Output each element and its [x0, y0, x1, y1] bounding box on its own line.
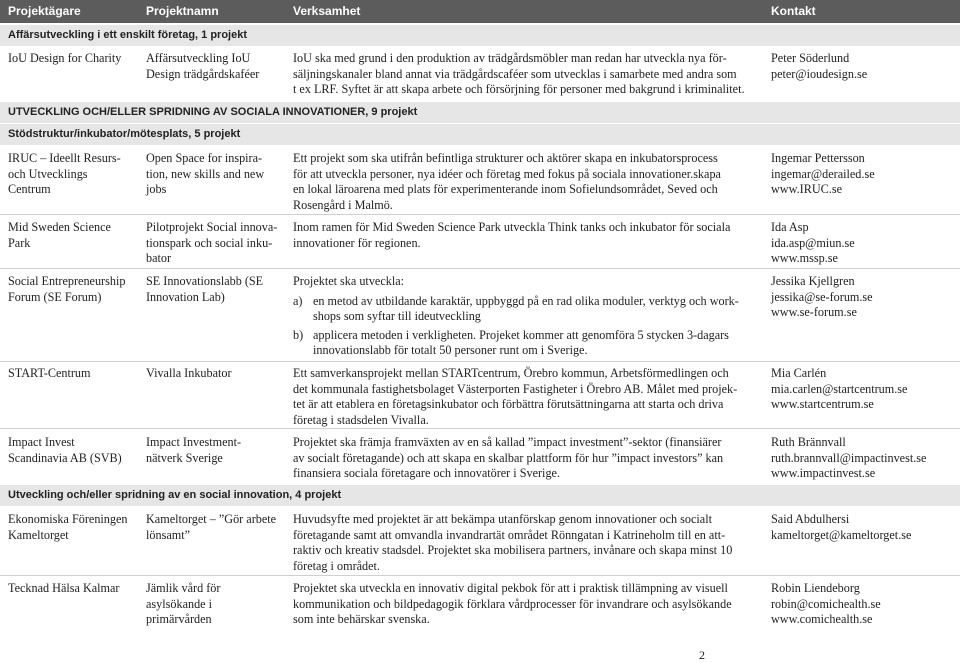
page-number: 2 [699, 648, 705, 662]
list-item: b) applicera metoden i verkligheten. Projeket kommer att genomföra 5 stycken 3-dagars innovationslabb för totalt 50 personer runt om i Sverige. [293, 327, 729, 358]
section-heading: Affärsutveckling i ett enskilt företag, 1 projekt [0, 25, 960, 46]
row-activity: Projektet ska utveckla en innovativ digital pekbok för att i praktisk tillämpning av visuell kommunikation och bildpedagogik förklara vårdprocesser för invandrare och asylsökande som inte behärskar svenska. [293, 581, 732, 627]
list-item: a) en metod av utbildande karaktär, uppbyggd på en rad olika moduler, verktyg och work- shops som syftar till ideutveckling [293, 293, 739, 324]
row-contact: Jessika Kjellgren jessika@se-forum.se www.se-forum.se [771, 274, 873, 320]
row-contact: Peter Söderlund peter@ioudesign.se [771, 51, 868, 81]
row-project: Affärsutveckling IoU Design trädgårdskaféer [146, 51, 260, 81]
row-project: Open Space for inspira- tion, new skills and new jobs [146, 151, 265, 197]
row-project: Jämlik vård för asylsökande i primärvården [146, 581, 221, 627]
row-contact: Robin Liendeborg robin@comichealth.se www.comichealth.se [771, 581, 881, 627]
row-activity: Projektet ska främja framväxten av en så kallad ”impact investment”-sektor (finansiärer av socialt företagande) och att skapa en skalbar plattform för hur ”impact investors” kan finansiera sociala företagare och innovatörer i Sverige. [293, 435, 724, 481]
row-project: Kameltorget – ”Gör arbete lönsamt” [146, 512, 277, 542]
row-contact: Mia Carlén mia.carlen@startcentrum.se www.startcentrum.se [771, 366, 908, 412]
row-owner: Social Entrepreneurship Forum (SE Forum) [8, 274, 126, 304]
row-owner: IoU Design for Charity [8, 51, 122, 65]
row-divider [0, 428, 960, 429]
row-divider [0, 268, 960, 269]
row-owner: START-Centrum [8, 366, 91, 380]
header-owner: Projektägare [8, 4, 81, 18]
row-contact: Ruth Brännvall ruth.brannvall@impactinvest.se www.impactinvest.se [771, 435, 927, 481]
row-divider [0, 214, 960, 215]
row-activity: Projektet ska utveckla: a) en metod av utbildande karaktär, uppbyggd på en rad olika moduler, verktyg och work- shops som syftar till ideutveckling b) applicera metoden i verkligheten. Projeket kommer att genomföra 5 stycken 3-dagars innovationslabb för totalt 50 personer runt om i Sverige. [293, 274, 765, 359]
row-project: Pilotprojekt Social innova- tionspark och social inku- bator [146, 220, 278, 266]
row-activity: Ett samverkansprojekt mellan STARTcentrum, Örebro kommun, Arbetsförmedlingen och det kommunala fastighetsbolaget Västerporten Fastigheter i Örebro AB. Målet med projek- tet är att etablera en företagsinkubator och förbättra förutsättningarna att starta och driva företag i stadsdelen Vivalla. [293, 366, 738, 427]
header-project: Projektnamn [146, 4, 219, 18]
section-subheading: Stödstruktur/inkubator/mötesplats, 5 projekt [0, 124, 960, 145]
row-project: Vivalla Inkubator [146, 366, 232, 380]
header-activity: Verksamhet [293, 4, 361, 18]
row-activity: Inom ramen för Mid Sweden Science Park utveckla Think tanks och inkubator för sociala innovationer för regionen. [293, 220, 731, 250]
section-heading: UTVECKLING OCH/ELLER SPRIDNING AV SOCIALA INNOVATIONER, 9 projekt [0, 102, 960, 123]
section-subheading: Utveckling och/eller spridning av en social innovation, 4 projekt [0, 485, 960, 506]
row-project: Impact Investment- nätverk Sverige [146, 435, 242, 465]
row-project: SE Innovationslabb (SE Innovation Lab) [146, 274, 264, 304]
row-contact: Ingemar Pettersson ingemar@derailed.se www.IRUC.se [771, 151, 875, 197]
header-contact: Kontakt [771, 4, 816, 18]
row-divider [0, 575, 960, 576]
row-owner: Impact Invest Scandinavia AB (SVB) [8, 435, 122, 465]
row-owner: Mid Sweden Science Park [8, 220, 111, 250]
row-owner: Ekonomiska Föreningen Kameltorget [8, 512, 128, 542]
row-owner: IRUC – Ideellt Resurs- och Utvecklings Centrum [8, 151, 121, 197]
row-divider [0, 361, 960, 362]
table-header [0, 0, 960, 23]
row-contact: Said Abdulhersi kameltorget@kameltorget.se [771, 512, 912, 542]
row-activity: IoU ska med grund i den produktion av trädgårdsmöbler man redan har utveckla nya för- säljningskanaler bland annat via trädgårdscaféer som utvecklas i samarbete med andra som t ex LRF. Syftet är att skapa arbete och försörjning för personer med bakgrund i kriminalitet. [293, 51, 745, 97]
row-owner: Tecknad Hälsa Kalmar [8, 581, 120, 595]
row-activity: Huvudsyfte med projektet är att bekämpa utanförskap genom innovationer och socialt företagande samt att omvandla invandrartät området Rönngatan i Katrineholm till en att- raktiv och kreativ stadsdel. Projektet ska mobilisera partners, invånare och skapa minst 10 företag i området. [293, 512, 733, 573]
row-contact: Ida Asp ida.asp@miun.se www.mssp.se [771, 220, 855, 266]
row-activity: Ett projekt som ska utifrån befintliga strukturer och aktörer skapa en inkubatorsprocess för att utveckla personer, nya idéer och företag med fokus på sociala innovationer.skapa en lokal läroarena med plats för experimenterande inom Sofielundsområdet, Seved och Rosengård i Malmö. [293, 151, 721, 212]
